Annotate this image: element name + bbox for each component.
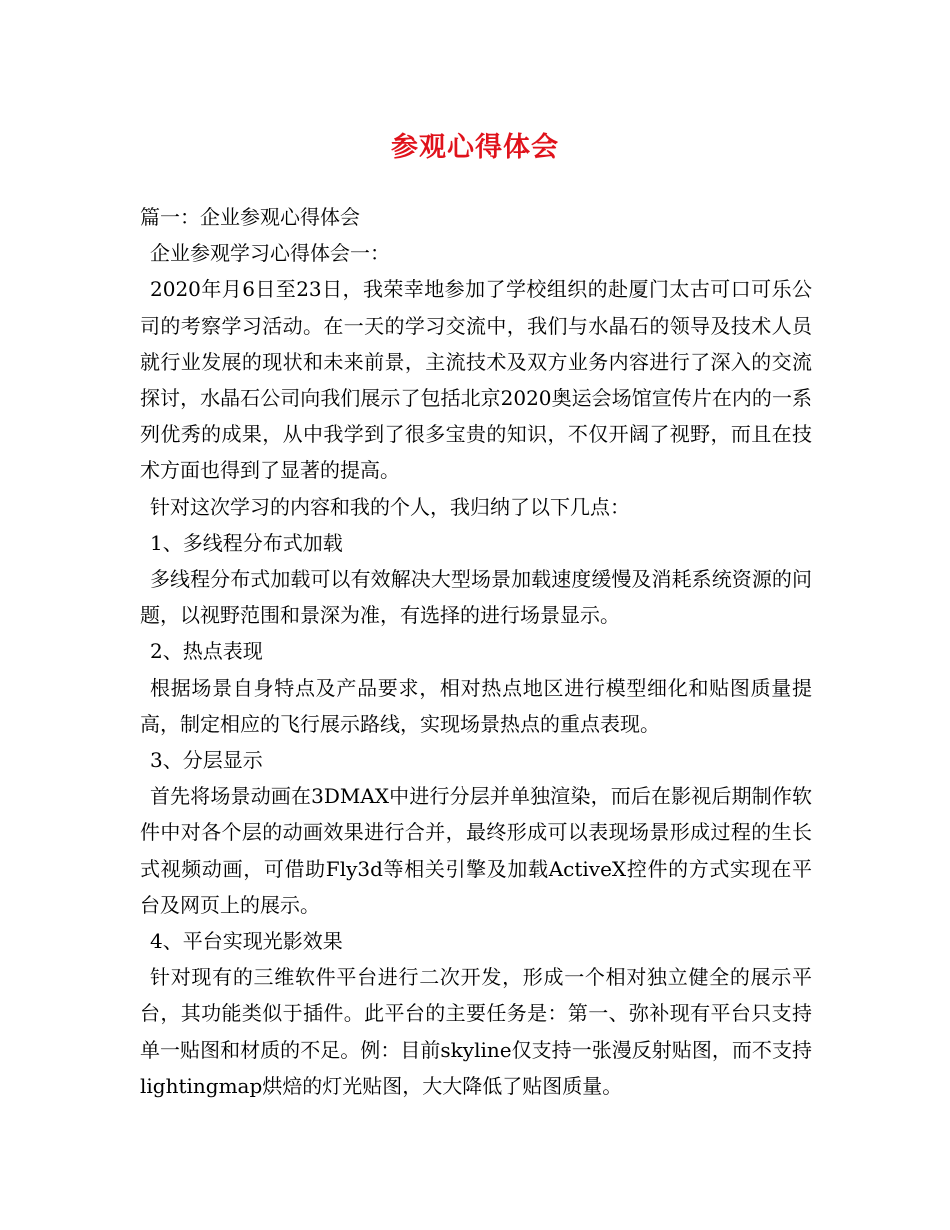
body-paragraph: 首先将场景动画在3DMAX中进行分层并单独渲染，而后在影视后期制作软件中对各个层的动画效果进行合并，最终形成可以表现场景形成过程的生长式视频动画，可借助Fly3d等相关引擎及加载ActiveX控件的方式实现在平台及网页上的展示。: [140, 784, 812, 917]
point-heading: 2、热点表现: [150, 639, 263, 664]
section-heading: 篇一：企业参观心得体会: [140, 205, 360, 229]
body-paragraph: 2020年月6日至23日，我荣幸地参加了学校组织的赴厦门太古可口可乐公司的考察学习活动。在一天的学习交流中，我们与水晶石的领导及技术人员就行业发展的现状和未来前景，主流技术及双方业务内容进行了深入的交流探讨，水晶石公司向我们展示了包括北京2020奥运会场馆宣传片在内的一系列优秀的成果，从中我学到了很多宝贵的知识，不仅开阔了视野，而且在技术方面也得到了显著的提高。: [140, 277, 812, 483]
body-paragraph: 多线程分布式加载可以有效解决大型场景加载速度缓慢及消耗系统资源的问题，以视野范围和景深为准，有选择的进行场景显示。: [140, 567, 812, 628]
document-title: 参观心得体会: [391, 132, 559, 163]
point-heading: 4、平台实现光影效果: [150, 929, 343, 954]
body-paragraph: 根据场景自身特点及产品要求，相对热点地区进行模型细化和贴图质量提高，制定相应的飞行展示路线，实现场景热点的重点表现。: [140, 675, 812, 736]
body-paragraph: 针对现有的三维软件平台进行二次开发，形成一个相对独立健全的展示平台，其功能类似于插件。此平台的主要任务是：第一、弥补现有平台只支持单一贴图和材质的不足。例：目前skyline仅支持一张漫反射贴图，而不支持lightingmap烘焙的灯光贴图，大大降低了贴图质量。: [140, 965, 812, 1098]
point-heading: 1、多线程分布式加载: [150, 530, 343, 555]
point-heading: 3、分层显示: [150, 748, 263, 773]
body-paragraph: 针对这次学习的内容和我的个人，我归纳了以下几点：: [150, 494, 630, 519]
document-body: [140, 199, 812, 1104]
subsection-heading: 企业参观学习心得体会一：: [150, 241, 390, 266]
